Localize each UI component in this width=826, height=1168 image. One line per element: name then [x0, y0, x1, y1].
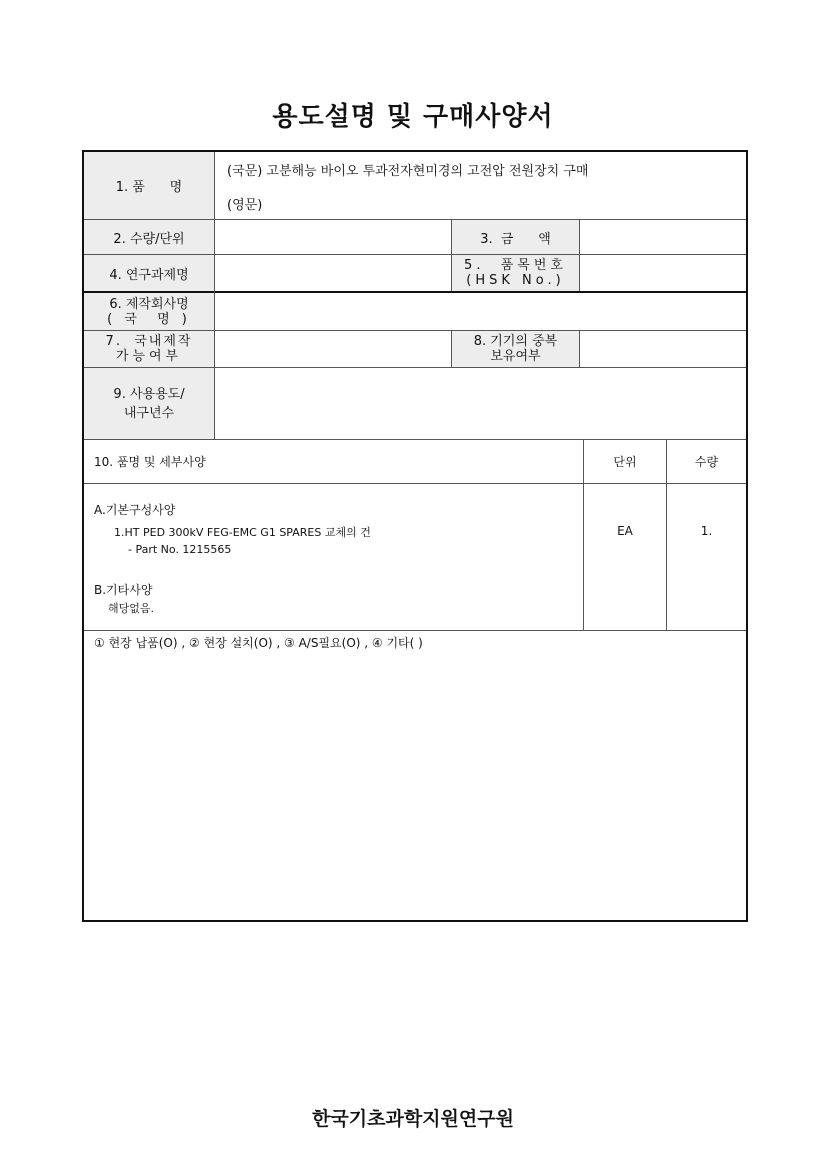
spec-item-line: 1.HT PED 300kV FEG-EMC G1 SPARES 교체의 건 — [114, 526, 371, 539]
item-number-label-line2: (HSK No.) — [466, 273, 565, 288]
amount-label — [452, 220, 579, 254]
spec-section-b-detail: 해당없음. — [108, 602, 155, 615]
usage-label-line1: 9. 사용용도/ — [113, 386, 185, 402]
domestic-label-line2: 가능여부 — [115, 349, 183, 364]
document-title: 용도설명 및 구매사양서 — [272, 102, 554, 132]
item-number-label — [452, 255, 579, 291]
purchase-spec-form — [82, 150, 748, 922]
grid-line — [451, 330, 452, 367]
duplicate-label — [452, 331, 579, 367]
project-name-value — [215, 255, 451, 291]
manufacturer-value — [215, 293, 746, 330]
grid-line — [84, 630, 746, 631]
grid-line — [579, 219, 580, 291]
spec-qty-value: 1. — [700, 524, 713, 538]
manufacturer-label-line2: ( 국 명 ) — [107, 311, 191, 327]
grid-line — [84, 254, 746, 255]
duplicate-label-line2: 보유여부 — [490, 349, 541, 364]
spec-unit-value: EA — [617, 524, 633, 538]
domestic-value — [215, 331, 451, 367]
grid-line — [451, 219, 452, 291]
item-name-korean: (국문) 고분해능 바이오 투과전자현미경의 고전압 전원장치 구매 — [227, 164, 589, 179]
domestic-label — [84, 331, 214, 367]
project-name-label: 4. 연구과제명 — [84, 255, 214, 291]
grid-line — [84, 483, 746, 484]
item-name-label — [84, 152, 214, 219]
item-number-label-line1: 5. 품목번호 — [464, 258, 567, 273]
spec-body — [94, 501, 574, 631]
grid-line — [583, 439, 584, 630]
grid-line — [84, 439, 746, 440]
quantity-unit-value — [215, 220, 451, 254]
organization-footer: 한국기초과학지원연구원 — [312, 1108, 514, 1130]
item-name-label-text: 1. 품 명 — [115, 180, 183, 195]
manufacturer-label-line1: 6. 제작회사명 — [109, 296, 189, 312]
spec-section-a: A.기본구성사양 — [94, 503, 176, 517]
grid-line — [84, 367, 746, 368]
usage-value — [215, 368, 746, 439]
spec-header-unit: 단위 — [613, 455, 637, 469]
spec-header-qty: 수량 — [694, 455, 719, 469]
amount-value — [580, 220, 746, 254]
item-name-english: (영문) — [227, 198, 263, 213]
duplicate-label-line1: 8. 기기의 중복 — [473, 334, 558, 349]
spec-section-b: B.기타사양 — [94, 583, 153, 597]
spec-part-no: - Part No. 1215565 — [128, 543, 232, 556]
grid-line — [579, 330, 580, 367]
grid-line — [84, 219, 746, 220]
domestic-label-line1: 7. 국내제작 — [105, 334, 193, 349]
duplicate-value — [580, 331, 746, 367]
usage-label — [84, 368, 214, 439]
grid-line — [666, 439, 667, 630]
amount-label-text: 3. 금 액 — [480, 231, 551, 247]
item-number-value — [580, 255, 746, 291]
grid-line — [84, 291, 746, 293]
quantity-unit-label: 2. 수량/단위 — [84, 220, 214, 254]
grid-line — [84, 330, 746, 331]
usage-label-line2: 내구년수 — [123, 405, 175, 421]
spec-header-name: 10. 품명 및 세부사양 — [94, 455, 206, 469]
grid-line — [214, 152, 215, 439]
manufacturer-label — [84, 293, 214, 330]
delivery-options: ① 현장 납품(O) , ② 현장 설치(O) , ③ A/S필요(O) , ④ 기타( ) — [94, 636, 423, 650]
